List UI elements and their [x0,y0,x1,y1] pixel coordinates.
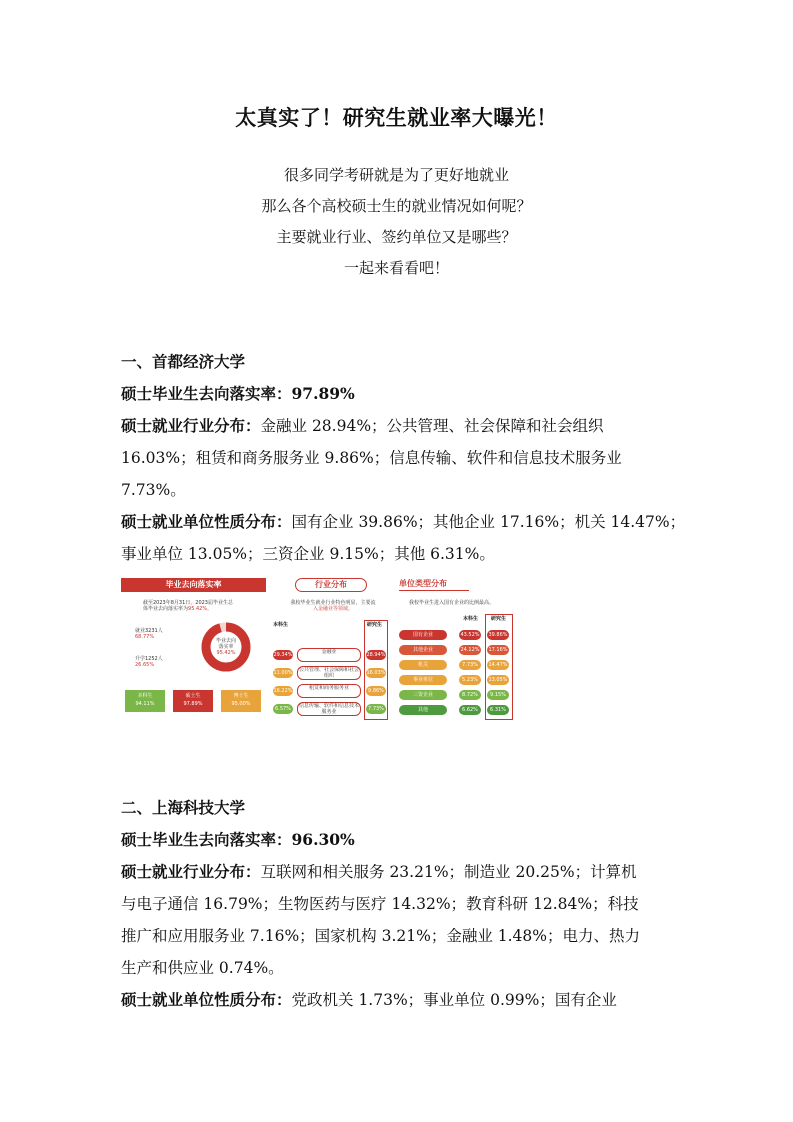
donut-label: 落实率 [218,644,234,650]
row-label: 机关 [399,660,447,670]
unit-label: 硕士就业单位性质分布： [121,990,292,1009]
row-left-value: 7.73% [459,660,481,670]
row-label: 公共管理、社会保障和社会组织 [298,667,359,679]
article-title: 太真实了！研究生就业率大曝光！ [235,106,558,130]
industry-figure [271,576,389,718]
row-left-value: 43.52% [460,632,480,638]
industry-text: 7.73%。 [121,481,186,499]
figure-banner: 行业分布 [295,578,367,592]
industry-label: 硕士就业行业分布： [121,416,261,435]
intro-line: 那么各个高校硕士生的就业情况如何呢？ [261,197,532,215]
row-right-value: 28.94% [366,652,386,658]
stat-name: 本科生 [137,693,153,699]
industry-text: 推广和应用服务业 7.16%；国家机构 3.21%；金融业 1.48%；电力、热力 [121,927,641,945]
stat-value: 97.89% [183,701,203,707]
figure-banner: 毕业去向落实率 [121,578,266,592]
section-heading: 二、上海科技大学 [121,798,246,817]
figure-note: 我校毕业生进入国有企业的比例最高。 [409,600,495,606]
row-label: 其他企业 [399,645,447,655]
donut-label: 毕业去向 [215,638,236,644]
study-pct: 26.65% [135,662,155,668]
rate-value: 97.89% [291,384,355,403]
figure-note: 截至2023年8月31日，2023届毕业生总 [143,600,233,606]
unit-type-figure [397,576,519,718]
column-head: 本科生 [273,622,289,628]
stat-value: 95.00% [231,701,251,707]
row-left-value: 6.62% [459,705,481,715]
employ-label: 就业3231人 [135,628,163,634]
row-label: 信息传输、软件和信息技术服务业 [298,703,359,715]
row-left-value: 24.12% [460,647,480,653]
row-right-value: 7.73% [366,704,386,714]
figure-banner: 单位类型分布 [399,578,469,591]
stat-name: 博士生 [233,693,249,699]
unit-text: 事业单位 13.05%；三资企业 9.15%；其他 6.31%。 [121,545,495,563]
row-left-value: 11.00% [273,670,293,676]
section-shanghaitech [121,792,676,1016]
row-left-value: 5.23% [459,675,481,685]
row-label: 国有企业 [399,630,447,640]
row-label: 三资企业 [399,690,447,700]
unit-text: 国有企业 39.86%；其他企业 17.16%；机关 14.47%； [291,513,686,531]
stat-card-master [173,690,213,712]
industry-text: 金融业 28.94%；公共管理、社会保障和社会组织 [260,417,604,435]
stat-card-undergrad [125,690,165,712]
row-right-value: 9.15% [487,690,509,700]
industry-text: 与电子通信 16.79%；生物医药与医疗 14.32%；教育科研 12.84%；科技 [121,895,639,913]
row-right-value: 13.05% [488,677,508,683]
column-head: 研究生 [367,622,383,628]
intro-line: 很多同学考研就是为了更好地就业 [283,166,509,184]
unit-text: 党政机关 1.73%；事业单位 0.99%；国有企业 [291,991,617,1009]
row-right-value: 17.16% [488,647,508,653]
industry-text: 16.03%；租赁和商务服务业 9.86%；信息传输、软件和信息技术服务业 [121,449,622,467]
row-right-value: 16.03% [366,670,386,676]
study-label: 升学1252人 [135,656,163,662]
stat-name: 硕士生 [185,693,201,699]
column-head: 研究生 [491,616,507,622]
rate-label: 硕士毕业生去向落实率： [121,384,292,403]
intro-paragraph [0,160,793,284]
infographic-strip [121,576,519,718]
row-left-value: 29.34% [273,652,293,658]
row-left-value: 8.72% [459,690,481,700]
figure-note: 我校毕业生就业行业特色明显，主要流 [290,600,376,606]
intro-line: 一起来看看吧！ [343,259,449,277]
rate-value: 96.30% [291,830,355,849]
row-right-value: 6.31% [487,705,509,715]
graduation-rate-figure [121,576,266,718]
row-label: 其他 [399,705,447,715]
row-right-value: 14.47% [488,662,508,668]
stat-card-doctor [221,690,261,712]
row-label: 租赁和商务服务业 [297,684,361,698]
stat-value: 94.11% [135,701,155,707]
section-capital-economics [121,346,686,570]
industry-label: 硕士就业行业分布： [121,862,261,881]
donut-value: 95.42% [216,650,236,656]
industry-text: 互联网和相关服务 23.21%；制造业 20.25%；计算机 [260,863,637,881]
figure-note: 体毕业去向落实率为 [143,606,189,612]
industry-text: 生产和供应业 0.74%。 [121,959,284,977]
row-right-value: 39.86% [488,632,508,638]
section-heading: 一、首都经济大学 [121,352,246,371]
figure-note-highlight: 95.42%。 [188,606,213,612]
row-right-value: 9.86% [366,686,386,696]
row-label: 事业单位 [399,675,447,685]
row-label: 金融业 [297,648,361,662]
unit-label: 硕士就业单位性质分布： [121,512,292,531]
rate-label: 硕士毕业生去向落实率： [121,830,292,849]
row-left-value: 6.57% [273,704,293,714]
row-left-value: 16.22% [273,688,293,694]
column-head: 本科生 [463,616,479,622]
employ-pct: 68.77% [135,634,155,640]
intro-line: 主要就业行业、签约单位又是哪些？ [276,228,517,246]
figure-note: 入金融业等领域。 [312,606,353,612]
